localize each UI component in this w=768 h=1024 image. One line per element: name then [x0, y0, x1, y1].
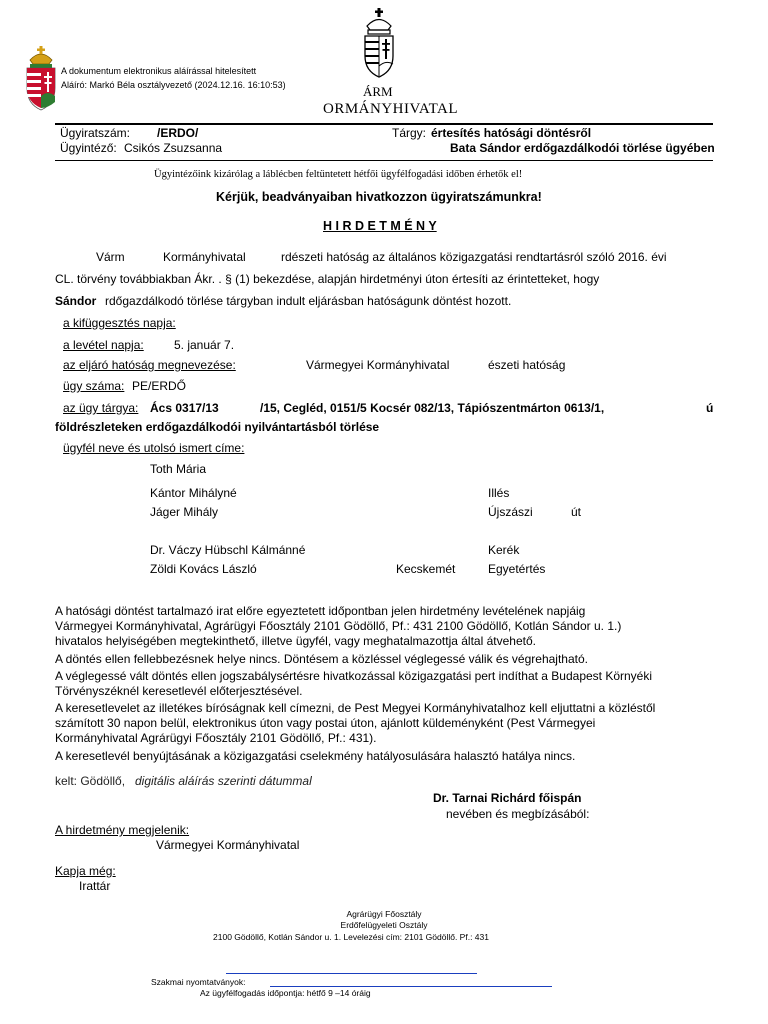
client-address: Egyetértés [488, 562, 546, 576]
notice-hours: Ügyintézőink kizárólag a láblécben feltüntetett hétfői ügyfélfogadási időben érhetők el! [154, 169, 523, 180]
published-label: A hirdetmény megjelenik: [55, 823, 190, 837]
intro-part-1: Várm [96, 250, 125, 264]
client-address: Újszászi [488, 505, 533, 519]
authority-label: az eljáró hatóság megnevezése: [63, 358, 236, 372]
forms-link[interactable] [270, 986, 552, 987]
case-no-label: ügy száma: [63, 379, 125, 393]
case-handler-label: Ügyintéző: [60, 141, 117, 155]
signer-name: Dr. Tarnai Richárd főispán [433, 791, 582, 805]
footer-line-1: Agrárügyi Főosztály [346, 909, 422, 919]
intro-name: Sándor [55, 294, 97, 308]
intro-line-3: rdőgazdálkodó törlése tárgyban indult eljárásban hatóságunk döntést hozott. [105, 294, 512, 308]
footer-line-3: 2100 Gödöllő, Kotlán Sándor u. 1. Levelezési cím: 2101 Gödöllő. Pf.: 431 [213, 932, 489, 942]
subject-value-2: /15, Cegléd, 0151/5 Kocsér 082/13, Tápiószentmárton 0613/1, [260, 401, 605, 415]
reference-request: Kérjük, beadványaiban hivatkozzon ügyiratszámunkra! [216, 190, 542, 204]
receives-label: Kapja még: [55, 864, 116, 878]
dated-suffix: digitális aláírás szerinti dátummal [135, 774, 312, 788]
footer-line-2: Erdőfelügyeleti Osztály [340, 920, 428, 930]
body-paragraph-4-line-3: Kormányhivatal Agrárügyi Főosztály 2101 Gödöllő, Pf.: 431). [55, 731, 377, 745]
case-no-value: PE/ERDŐ [132, 379, 187, 393]
subject-label: az ügy tárgya: [63, 401, 139, 415]
authority-value-2: észeti hatóság [488, 358, 566, 372]
removal-date-value: 5. január 7. [174, 338, 235, 352]
subject-value-1: Ács 0317/13 [150, 401, 219, 415]
case-subject-value: értesítés hatósági döntésről [431, 126, 592, 140]
intro-part-3: rdészeti hatóság az általános közigazgatási rendtartásról szóló 2016. évi [281, 250, 667, 264]
client-address: Kerék [488, 543, 520, 557]
case-number-value: /ERDO/ [157, 126, 199, 140]
header-divider [55, 123, 713, 125]
clients-label: ügyfél neve és utolsó ismert címe: [63, 441, 245, 455]
forms-label: Szakmai nyomtatványok: [151, 977, 246, 987]
case-handler-value: Csikós Zsuzsanna [124, 141, 223, 155]
body-paragraph-4-line-1: A keresetlevelet az illetékes bíróságnak kell címezni, de Pest Megyei Kormányhivatalhoz kell eljuttatni a közléstől [55, 701, 656, 715]
body-paragraph-2: A döntés ellen fellebbezésnek helye nincs. Döntésem a közléssel véglegessé válik és végrehajtható. [55, 652, 588, 666]
signature-line-2: Aláíró: Markó Béla osztályvezető (2024.12.16. 16:10:53) [61, 80, 286, 90]
body-paragraph-4-line-2: számított 30 napon belül, elektronikus úton vagy postai úton, ajánlott küldeményként (Pest Vármegyei [55, 716, 596, 730]
body-paragraph-3-line-2: Törvényszéknél keresetlevél előterjesztésével. [55, 684, 303, 698]
body-paragraph-1-line-1: A hatósági döntést tartalmazó irat előre egyeztetett időpontban jelen hirdetmény levételének napjáig [55, 604, 586, 618]
coat-of-arms-color-icon [22, 46, 60, 112]
org-name-line-1: ÁRM [363, 84, 393, 99]
signature-line-1: A dokumentum elektronikus aláírással hitelesített [61, 66, 257, 76]
body-paragraph-1-line-3: hivatalos helyiségében megtekinthető, illetve ügyfél, vagy meghatalmazottja által átvehető. [55, 634, 536, 648]
case-divider [55, 160, 713, 161]
body-paragraph-3-line-1: A véglegessé vált döntés ellen jogszabálysértésre hivatkozással közigazgatási pert indíthat a Budapest Környéki [55, 669, 653, 683]
subject-line-2: földrészleteken erdőgazdálkodói nyilvántartásból törlése [55, 420, 380, 434]
client-name: Kántor Mihályné [150, 486, 237, 500]
dated-prefix: kelt: Gödöllő, [55, 774, 126, 788]
signer-on-behalf: nevében és megbízásából: [446, 807, 590, 821]
intro-line-2: CL. törvény továbbiakban Ákr. . § (1) bekezdése, alapján hirdetményi úton értesíti az érintetteket, hogy [55, 272, 600, 286]
case-subject-label: Tárgy: [392, 126, 427, 140]
posting-date-label: a kifüggesztés napja: [63, 316, 176, 330]
client-name: Toth Mária [150, 462, 207, 476]
body-paragraph-5: A keresetlevél benyújtásának a közigazgatási cselekmény hatályosulására halasztó hatálya nincs. [55, 749, 576, 763]
client-city: Kecskemét [396, 562, 456, 576]
case-subject-line-2: Bata Sándor erdőgazdálkodói törlése ügyében [450, 141, 715, 155]
client-name: Zöldi Kovács László [150, 562, 257, 576]
office-hours: Az ügyfélfogadás időpontja: hétfő 9 –14 óráig [200, 988, 371, 998]
org-name-line-2: ORMÁNYHIVATAL [323, 101, 459, 117]
document-title: H I R D E T M É N Y [323, 219, 437, 233]
published-value: Vármegyei Kormányhivatal [156, 838, 300, 852]
client-name: Dr. Váczy Hübschl Kálmánné [150, 543, 306, 557]
client-name: Jáger Mihály [150, 505, 219, 519]
intro-part-2: Kormányhivatal [163, 250, 246, 264]
client-address: Illés [488, 486, 510, 500]
subject-value-3: ú [706, 401, 714, 415]
client-address-2: út [571, 505, 582, 519]
authority-value-1: Vármegyei Kormányhivatal [306, 358, 450, 372]
footer-divider-1 [226, 973, 477, 974]
case-number-label: Ügyiratszám: [60, 126, 131, 140]
receives-value: Irattár [79, 879, 111, 893]
body-paragraph-1-line-2: Vármegyei Kormányhivatal, Agrárügyi Főosztály 2101 Gödöllő, Pf.: 431 2100 Gödöllő, Kotlán Sándor u. 1.) [55, 619, 622, 633]
coat-of-arms-icon [361, 8, 397, 78]
removal-date-label: a levétel napja: [63, 338, 144, 352]
